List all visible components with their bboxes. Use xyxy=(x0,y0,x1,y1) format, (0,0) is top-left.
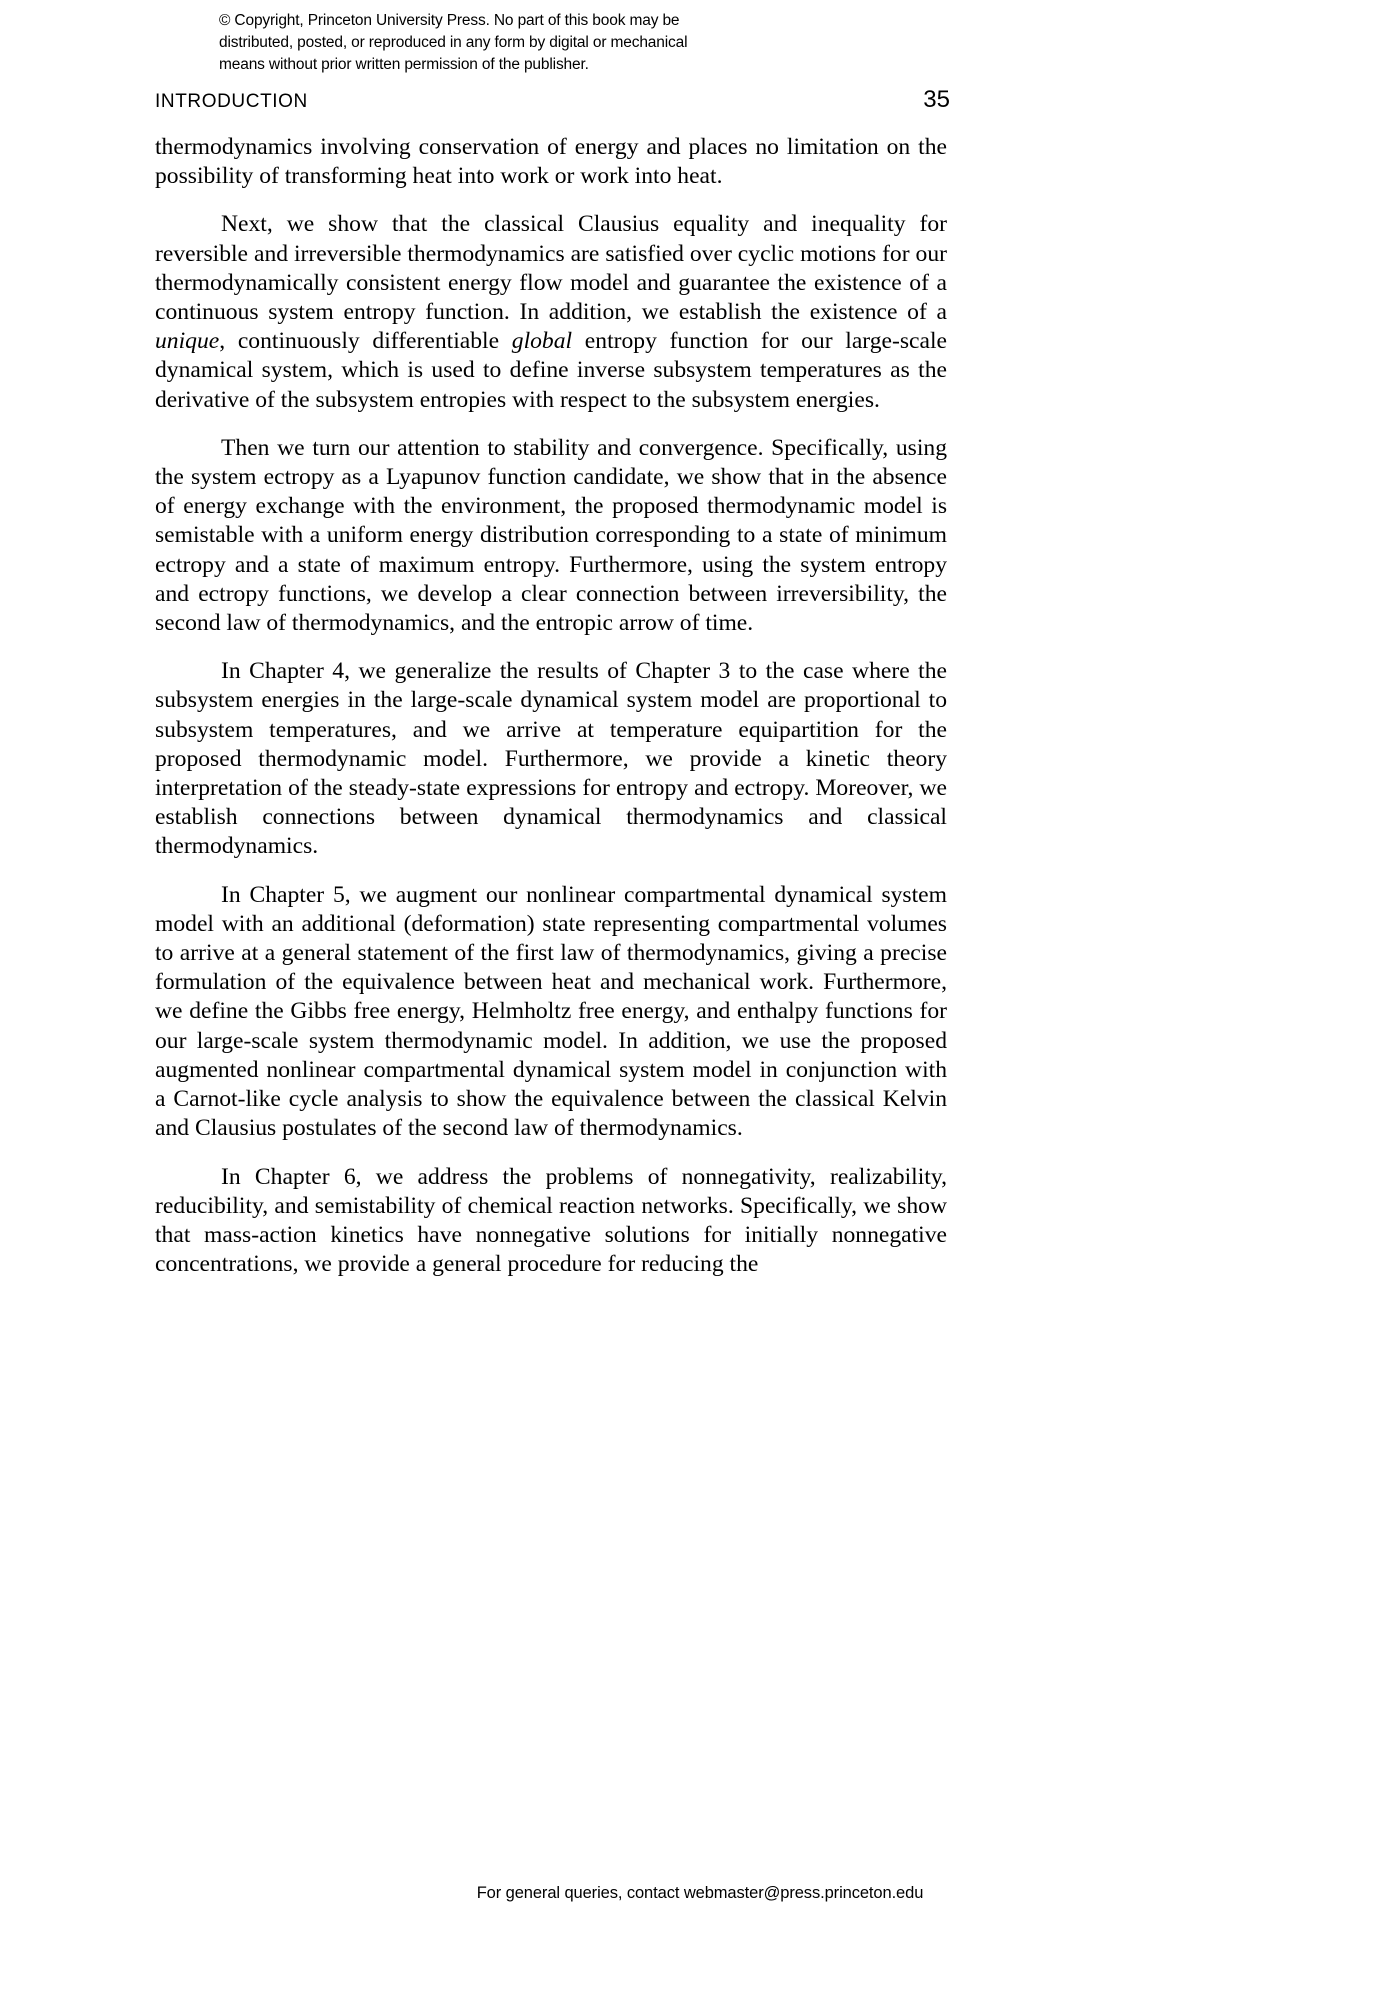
text-run: , continuously differentiable xyxy=(219,328,512,355)
paragraph: In Chapter 5, we augment our nonlinear compartmental dynamical system model with an additional (deformation) state representing compartmental volumes to arrive at a general statement of the first law of thermodynamics, giving a precise formulation of the equivalence between heat and mechanical work. Furthermore, we define the Gibbs free energy, Helmholtz free energy, and enthalpy functions for our large-scale system thermodynamic model. In addition, we use the proposed augmented nonlinear compartmental dynamical system model in conjunction with a Carnot-like cycle analysis to show the equivalence between the classical Kelvin and Clausius postulates of the second law of thermodynamics. xyxy=(155,881,947,1142)
footer-query-note: For general queries, contact webmaster@press.princeton.edu xyxy=(476,1884,924,1902)
running-head-title: INTRODUCTION xyxy=(155,91,308,112)
paragraph: thermodynamics involving conservation of energy and places no limitation on the possibility of transforming heat into work or work into heat. xyxy=(155,134,947,190)
paragraph: Then we turn our attention to stability and convergence. Specifically, using the system ectropy as a Lyapunov function candidate, we show that in the absence of energy exchange with the environment, the proposed thermodynamic model is semistable with a uniform energy distribution corresponding to a state of minimum ectropy and a state of maximum entropy. Furthermore, using the system entropy and ectropy functions, we develop a clear connection between irreversibility, the second law of thermodynamics, and the entropic arrow of time. xyxy=(155,434,947,637)
paragraph xyxy=(155,210,947,414)
text-run: Next, we show that the classical Clausius equality and inequality for reversible and irreversible thermodynamics are satisfied over cyclic motions for our thermodynamically consistent energy flow model and guarantee the existence of a continuous system entropy function. In addition, we establish the existence of a xyxy=(155,211,947,326)
running-head xyxy=(155,86,950,114)
text-run: entropy function for our large-scale dynamical system, which is used to define inverse subsystem temperatures as the derivative of the subsystem entropies with respect to the subsystem energies. xyxy=(155,328,948,413)
emphasized-text: unique xyxy=(155,328,220,355)
copyright-line-3: means without prior written permission of the publisher. xyxy=(219,56,589,73)
copyright-notice xyxy=(219,10,779,76)
copyright-line-1: © Copyright, Princeton University Press. No part of this book may be xyxy=(219,12,680,29)
copyright-line-2: distributed, posted, or reproduced in any form by digital or mechanical xyxy=(219,34,688,51)
paragraph: In Chapter 4, we generalize the results of Chapter 3 to the case where the subsystem energies in the large-scale dynamical system model are proportional to subsystem temperatures, and we arrive at temperature equipartition for the proposed thermodynamic model. Furthermore, we provide a kinetic theory interpretation of the steady-state expressions for entropy and ectropy. Moreover, we establish connections between dynamical thermodynamics and classical thermodynamics. xyxy=(155,658,947,860)
emphasized-text: global xyxy=(511,328,573,355)
paragraph: In Chapter 6, we address the problems of nonnegativity, realizability, reducibility, and semistability of chemical reaction networks. Specifically, we show that mass-action kinetics have nonnegative solutions for initially nonnegative concentrations, we provide a general procedure for reducing the xyxy=(155,1163,947,1278)
body-text xyxy=(155,133,947,1279)
page-number: 35 xyxy=(923,86,950,113)
